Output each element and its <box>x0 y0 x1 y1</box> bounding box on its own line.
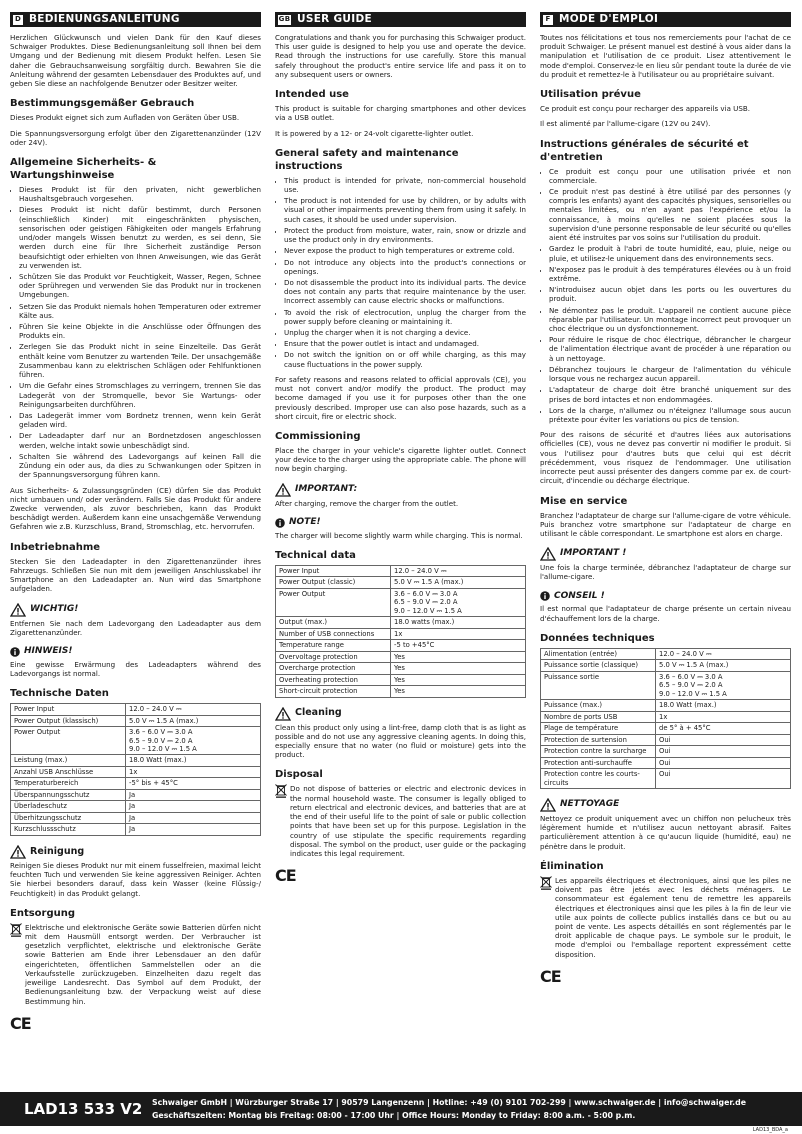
tech-value: -5° bis + 45°C <box>126 778 261 789</box>
tech-label: Puissance (max.) <box>541 700 656 711</box>
warning-icon <box>10 845 26 859</box>
safety-item: • Do not introduce any objects into the product's connections or openings. <box>284 258 526 276</box>
safety-item: • This product is intended for private, non-commercial household use. <box>284 176 526 194</box>
safety-item: • Do not disassemble the product into its individual parts. The device does not contain any parts that require maintenance by the user. Incorrect assembly can cause electric shocks or malfunctions. <box>284 278 526 306</box>
safety-item: • Schalten Sie während des Ladevorgangs auf keinen Fall die Zündung ein oder aus, da dies zu Schwankungen oder Spitzen in der Spannungsversorgung führen kann. <box>19 452 261 480</box>
intro-fr: Toutes nos félicitations et tous nos remerciements pour l'achat de ce produit Schwaiger. Le présent manuel est destiné à vous aider dans la manipulation et l'utilisation de ce produit. Lisez attentivement le mode d'emploi. Conservez-le en lieu sûr pendant toute la durée de vie du produit et remettez-le à l'utilisateur ou au propriétaire suivant. <box>540 33 791 79</box>
safety-item: • Ne démontez pas le produit. L'appareil ne contient aucune pièce réparable par l'utilisateur. Un montage incorrect peut provoquer un choc électrique ou un dysfonctionnement. <box>549 306 791 334</box>
clean-title-fr: NETTOYAGE <box>560 799 620 810</box>
column-de <box>10 12 261 1082</box>
tech-label: Protection de surtension <box>541 734 656 745</box>
safety-item: • Setzen Sie das Produkt niemals hohen Temperaturen oder extremer Kälte aus. <box>19 302 261 320</box>
tech-label: Overheating protection <box>276 674 391 685</box>
tech-row <box>276 674 526 685</box>
warning-title-gb: IMPORTANT: <box>295 483 358 494</box>
title-gb: USER GUIDE <box>297 12 372 25</box>
safety-item: • Do not switch the ignition on or off while charging, as this may cause fluctuations in the power supply. <box>284 350 526 368</box>
tech-value: Ja <box>126 812 261 823</box>
note-text-de: Eine gewisse Erwärmung des Ladeadapters während des Ladevorgangs ist normal. <box>10 659 261 678</box>
tech-row <box>11 789 261 800</box>
safety-item: • Das Ladegerät immer vom Bordnetz trennen, wenn kein Gerät geladen wird. <box>19 411 261 429</box>
tech-value: 12.0 – 24.0 V ⎓ <box>391 565 526 576</box>
clean-text-de: Reinigen Sie dieses Produkt nur mit einem fusselfreien, maximal leicht feuchten Tuch und verwenden Sie keine aggressiven Reiniger. Achten Sie hierbei besonders darauf, dass kein Wasser (keine Flüssig-/ Feuchtigkeit) in das Produkt gelangt. <box>10 860 261 898</box>
tech-row <box>11 766 261 777</box>
ce-mark-gb: CE <box>275 866 296 886</box>
safety-item: • Dieses Produkt ist für den privaten, nicht gewerblichen Haushaltsgebrauch vorgesehen. <box>19 185 261 203</box>
use-heading-gb: Intended use <box>275 89 349 101</box>
tech-label: Protection anti-surchauffe <box>541 757 656 768</box>
tech-value: 1x <box>391 628 526 639</box>
tech-row <box>541 648 791 659</box>
tech-table-fr <box>540 648 791 789</box>
safety-item: • Dieses Produkt ist nicht dafür bestimmt, durch Personen (einschließlich Kinder) mit eingeschränkten physischen, sensorischen oder geistigen Fähigkeiten oder mangels Erfahrung und/oder mangels Wissen benutzt zu werden, es sei denn, Sie werden durch eine für Ihre Sicherheit zuständige Person beaufsichtigt oder erhielten von Ihnen Anweisungen, wie das Gerät zu verwenden ist. <box>19 205 261 270</box>
tech-label: Anzahl USB Anschlüsse <box>11 766 126 777</box>
tech-label: Power Output <box>11 727 126 755</box>
tech-row <box>276 686 526 697</box>
tech-row <box>276 663 526 674</box>
use-text-1-fr: Ce produit est conçu pour recharger des appareils via USB. <box>540 104 750 114</box>
info-icon <box>10 647 20 657</box>
safety-heading-fr: Instructions générales de sécurité et d'entretien <box>540 138 749 163</box>
column-fr <box>540 12 791 1082</box>
tech-row <box>541 660 791 671</box>
document-id: LAD13_BDA_a <box>752 1127 788 1133</box>
safety-item: • Ce produit n'est pas destiné à être utilisé par des personnes (y compris les enfants) ayant des capacités physiques, sensorielles ou mentales limitées, ou n'en ayant pas l'expérience et/ou la connaissance, à moins qu'elles ne soient placées sous la supervision d'une personne responsable de leur sécurité ou qu'elles aient été instruites par vos soins sur l'utilisation du produit. <box>549 187 791 242</box>
clean-text-fr: Nettoyez ce produit uniquement avec un chiffon non pelucheux très légèrement humide et n'utilisez aucun nettoyant abrasif. Faites particulièrement attention à ce qu'aucun liquide (humidité, eau) ne pénètre dans le produit. <box>540 814 791 851</box>
banner-fr <box>540 12 791 27</box>
tech-row <box>11 755 261 766</box>
tech-row <box>276 617 526 628</box>
safety-item: • Gardez le produit à l'abri de toute humidité, eau, pluie, neige ou pluie, et utilisez-le uniquement dans des environnements secs. <box>549 244 791 262</box>
tech-label: Overcharge protection <box>276 663 391 674</box>
tech-value: 3.6 – 6.0 V ⎓ 3.0 A 6.5 – 9.0 V ⎓ 2.0 A 9.0 – 12.0 V ⎓ 1.5 A <box>391 588 526 616</box>
safety-heading-gb: General safety and maintenance instructions <box>275 147 459 172</box>
tech-value: Oui <box>656 734 791 745</box>
tech-label: Power Input <box>11 704 126 715</box>
safety-item: • L'adaptateur de charge doit être branché uniquement sur des prises de bord intactes et non endommagées. <box>549 385 791 403</box>
disposal-block-fr <box>540 876 791 959</box>
tech-row <box>276 640 526 651</box>
disposal-text-gb: Do not dispose of batteries or electric and electronic devices in the normal household waste. The consumer is legally obliged to return electrical and electronic devices, and batteries that are at the end of their useful life to the point of sale or public collection points that have been set up for this purpose. Legislation in the country of use stipulate the specific requirements regarding disposal. The symbol on the product, user guide or the packaging indicates this legal requirement. <box>290 784 526 858</box>
tech-row <box>276 651 526 662</box>
tech-table-gb <box>275 565 526 698</box>
clean-title-de: Reinigung <box>30 845 85 857</box>
tech-row <box>276 577 526 588</box>
tech-value: 18.0 Watt (max.) <box>126 755 261 766</box>
tech-value: 12.0 – 24.0 V ⎓ <box>126 704 261 715</box>
warning-icon <box>275 707 291 721</box>
use-text-2-fr: Il est alimenté par l'allume-cigare (12V ou 24V). <box>540 119 711 129</box>
tech-value: 1x <box>126 766 261 777</box>
use-text-2-gb: It is powered by a 12- or 24-volt cigarette-lighter outlet. <box>275 128 474 138</box>
note-text-gb: The charger will become slightly warm while charging. This is normal. <box>275 530 523 540</box>
warning-icon <box>275 483 291 497</box>
clean-heading-fr <box>540 798 791 812</box>
tech-value: 18.0 Watt (max.) <box>656 700 791 711</box>
tech-value: Yes <box>391 651 526 662</box>
ce-text-de: Aus Sicherheits- & Zulassungsgründen (CE) dürfen Sie das Produkt nicht umbauen und/ oder verändern. Falls Sie das Produkt für andere Zwecke verwenden, als zuvor beschrieben, kann das Produkt beschädigt werden. Außerdem kann eine unsachgemäße Verwendung Gefahren wie z.B. Kurzschluss, Brand, Stromschlag, etc. hervorrufen. <box>10 485 261 532</box>
safety-item: • Zerlegen Sie das Produkt nicht in seine Einzelteile. Das Gerät enthält keine vom Benutzer zu wartenden Teile. Der unsachgemäße Zusammenbau kann zu elektrischen Schlägen oder Fehlfunktionen führen. <box>19 342 261 379</box>
tech-label: Puissance sortie (classique) <box>541 660 656 671</box>
tech-value: Ja <box>126 789 261 800</box>
lang-badge-gb: GB <box>278 14 291 23</box>
use-text-1-de: Dieses Produkt eignet sich zum Aufladen von Geräten über USB. <box>10 113 240 123</box>
safety-item: • Lors de la charge, n'allumez ou n'éteignez l'allumage sous aucun prétexte pour éviter les variations ou pics de tension. <box>549 406 791 424</box>
note-title-gb: NOTE! <box>289 516 321 527</box>
tech-value: de 5° à + 45°C <box>656 723 791 734</box>
tech-label: Plage de température <box>541 723 656 734</box>
note-text-fr: Il est normal que l'adaptateur de charge présente un certain niveau d'échauffement lors de la charge. <box>540 604 791 623</box>
disposal-block-gb <box>275 784 526 858</box>
warning-text-gb: After charging, remove the charger from the outlet. <box>275 498 459 508</box>
tech-value: Oui <box>656 746 791 757</box>
tech-heading-gb: Technical data <box>275 549 356 561</box>
note-heading-de <box>10 646 261 658</box>
disposal-heading-de: Entsorgung <box>10 907 76 919</box>
ce-mark-fr: CE <box>540 966 561 986</box>
tech-row <box>11 778 261 789</box>
warning-icon <box>540 547 556 561</box>
warning-title-de: WICHTIG! <box>30 603 79 614</box>
commission-heading-de: Inbetriebnahme <box>10 541 101 553</box>
safety-item: • N'exposez pas le produit à des températures élevées ou à un froid extrême. <box>549 265 791 283</box>
clean-heading-gb <box>275 707 526 721</box>
safety-item: • N'introduisez aucun objet dans les ports ou les ouvertures du produit. <box>549 285 791 303</box>
tech-label: Leistung (max.) <box>11 755 126 766</box>
tech-row <box>11 801 261 812</box>
note-title-de: HINWEIS! <box>24 645 73 656</box>
disposal-block-de <box>10 923 261 1006</box>
commission-text-fr: Branchez l'adaptateur de charge sur l'allume-cigare de votre véhicule. Puis branchez votre smartphone sur l'adaptateur de charge en utilisant le câble correspondant. Le smartphone est alors en charge. <box>540 510 791 538</box>
footer-hours-line: Geschäftszeiten: Montag bis Freitag: 08:00 - 17:00 Uhr | Office Hours: Monday to Friday: 8:00 a.m. - 5:00 p.m. <box>152 1111 636 1120</box>
banner-de <box>10 12 261 27</box>
tech-label: Alimentation (entrée) <box>541 648 656 659</box>
tech-value: 1x <box>656 711 791 722</box>
safety-item: • Débranchez toujours le chargeur de l'alimentation du véhicule lorsque vous ne rechargez aucun appareil. <box>549 365 791 383</box>
safety-item: • Führen Sie keine Objekte in die Anschlüsse oder Öffnungen des Produkts ein. <box>19 322 261 340</box>
commission-text-gb: Place the charger in your vehicle's cigarette lighter outlet. Connect your device to the charger using the appropriate cable. The phone will now begin charging. <box>275 446 526 474</box>
warning-heading-fr <box>540 547 791 561</box>
warning-title-fr: IMPORTANT ! <box>560 548 627 559</box>
tech-row <box>541 671 791 699</box>
banner-gb <box>275 12 526 27</box>
footer-bar <box>0 1092 802 1126</box>
tech-label: Power Output <box>276 588 391 616</box>
tech-row <box>11 727 261 755</box>
lang-badge-de: D <box>14 14 22 23</box>
tech-label: Kurzschlussschutz <box>11 824 126 835</box>
crossed-bin-icon <box>275 784 287 798</box>
tech-label: Protection contre les courts-circuits <box>541 769 656 789</box>
note-heading-fr <box>540 591 791 603</box>
safety-item: • Ensure that the power outlet is intact and undamaged. <box>284 339 526 348</box>
tech-row <box>11 715 261 726</box>
clean-text-gb: Clean this product only using a lint-free, damp cloth that is as light as possible and do not use any aggressive cleaning agents. In doing this, especially ensure that no water (no fluid or moisture) gets into the product. <box>275 722 526 760</box>
title-fr: MODE D'EMPLOI <box>559 12 659 25</box>
column-gb <box>275 12 526 1082</box>
safety-item: • Unplug the charger when it is not charging a device. <box>284 328 526 337</box>
safety-item: • To avoid the risk of electrocution, unplug the charger from the power supply before cleaning or maintaining it. <box>284 308 526 326</box>
tech-value: 18.0 watts (max.) <box>391 617 526 628</box>
tech-row <box>276 588 526 616</box>
tech-value: 3.6 – 6.0 V ⎓ 3.0 A 6.5 – 9.0 V ⎓ 2.0 A 9.0 – 12.0 V ⎓ 1.5 A <box>126 727 261 755</box>
disposal-heading-fr: Élimination <box>540 860 604 872</box>
tech-value: 3.6 – 6.0 V ⎓ 3.0 A 6.5 – 9.0 V ⎓ 2.0 A 9.0 – 12.0 V ⎓ 1.5 A <box>656 671 791 699</box>
disposal-text-de: Elektrische und elektronische Geräte sowie Batterien dürfen nicht mit dem Hausmüll entsorgt werden. Der Verbraucher ist gesetzlich verpflichtet, elektrische und elektronische Geräte sowie Batterien am Ende ihrer Lebensdauer an den dafür eingerichteten, öffentlichen Sammelstellen oder an die Verkaufsstelle zurückzugeben. Einzelheiten dazu regelt das jeweilige Landesrecht. Das Symbol auf dem Produkt, der Bedienungsanleitung bzw. der Verpackung weist auf diese Bestimmung hin. <box>25 922 261 1006</box>
ce-mark-de: CE <box>10 1013 31 1033</box>
use-heading-de: Bestimmungsgemäßer Gebrauch <box>10 98 195 110</box>
tech-value: Ja <box>126 824 261 835</box>
warning-text-de: Entfernen Sie nach dem Ladevorgang den Ladeadapter aus dem Zigarettenanzünder. <box>10 618 261 637</box>
commission-text-de: Stecken Sie den Ladeadapter in den Zigarettenanzünder ihres Fahrzeugs. Schließen Sie nun mit dem jeweiligen Anschlusskabel ihr Smartphone an den Ladeadapter an. Nun wird das Smartphone aufgeladen. <box>10 556 261 594</box>
tech-value: 12.0 – 24.0 V ⎓ <box>656 648 791 659</box>
warning-heading-gb <box>275 483 526 497</box>
tech-row <box>541 769 791 789</box>
use-heading-fr: Utilisation prévue <box>540 89 641 101</box>
tech-label: Überhitzungsschutz <box>11 812 126 823</box>
tech-label: Power Output (klassisch) <box>11 715 126 726</box>
safety-item: • Never expose the product to high temperatures or extreme cold. <box>284 246 526 255</box>
safety-list-gb <box>275 176 526 369</box>
tech-label: Power Input <box>276 565 391 576</box>
use-text-2-de: Die Spannungsversorgung erfolgt über den Zigarettenanzünder (12V oder 24V). <box>10 128 261 147</box>
tech-row <box>11 812 261 823</box>
ce-text-gb: For safety reasons and reasons related to official approvals (CE), you must not convert and/or modify the product. The product may become damaged if you use it for purposes other than the one previously described. Improper use can also pose hazards, such as a short circuit, fire or electric shock. <box>275 374 526 421</box>
tech-row <box>541 711 791 722</box>
clean-heading-de <box>10 845 261 859</box>
safety-item: • Protect the product from moisture, water, rain, snow or drizzle and use the product only in dry environments. <box>284 226 526 244</box>
tech-heading-de: Technische Daten <box>10 688 109 700</box>
tech-value: Yes <box>391 686 526 697</box>
safety-item: • Pour réduire le risque de choc électrique, débrancher le chargeur de l'alimentation électrique avant de procéder à une réparation ou à un nettoyage. <box>549 335 791 363</box>
tech-value: Oui <box>656 757 791 768</box>
safety-list-de <box>10 185 261 480</box>
warning-heading-de <box>10 603 261 617</box>
tech-label: Power Output (classic) <box>276 577 391 588</box>
note-heading-gb <box>275 517 526 529</box>
tech-label: Protection contre la surcharge <box>541 746 656 757</box>
tech-row <box>11 704 261 715</box>
note-title-fr: CONSEIL ! <box>554 590 605 601</box>
tech-value: Ja <box>126 801 261 812</box>
tech-label: Überladeschutz <box>11 801 126 812</box>
tech-value: -5 to +45°C <box>391 640 526 651</box>
footer-contact <box>152 1096 746 1123</box>
manual-page <box>10 12 792 1082</box>
safety-item: • Schützen Sie das Produkt vor Feuchtigkeit, Wasser, Regen, Schnee oder Sprühregen und verwenden Sie das Produkt nur in trockenen Umgebungen. <box>19 272 261 300</box>
disposal-heading-gb: Disposal <box>275 769 323 781</box>
intro-de: Herzlichen Glückwunsch und vielen Dank für den Kauf dieses Schwaiger Produktes. Diese Bedienungsanleitung soll Ihnen bei dem Umgang und der Bedienung mit diesem Produkt helfen. Lesen Sie daher die Gebrauchsanweisung sorgfältig durch. Bewahren Sie die Anleitung während der gesamten Lebensdauer des Produktes auf, und geben Sie diese an nachfolgende Benutzer oder Besitzer weiter. <box>10 33 261 89</box>
tech-label: Number of USB connections <box>276 628 391 639</box>
tech-label: Short-circuit protection <box>276 686 391 697</box>
tech-row <box>276 565 526 576</box>
tech-row <box>541 746 791 757</box>
commission-heading-gb: Commissioning <box>275 431 361 442</box>
tech-row <box>541 734 791 745</box>
tech-row <box>541 700 791 711</box>
tech-row <box>541 757 791 768</box>
tech-label: Temperature range <box>276 640 391 651</box>
title-de: BEDIENUNGSANLEITUNG <box>29 12 180 25</box>
tech-value: 5.0 V ⎓ 1.5 A (max.) <box>656 660 791 671</box>
disposal-text-fr: Les appareils électriques et électroniques, ainsi que les piles ne doivent pas être jetés avec les déchets ménagers. Le consommateur est également tenu de remettre les appareils électriques et électroniques ainsi que les piles à la fin de leur vie utile aux points de collecte publics installés dans ce but ou au point de vente. Les aspects détaillés en sont réglementés par le droit applicable de chaque pays. Le symbole sur le produit, le mode d'emploi ou l'emballage reportent expressément cette disposition. <box>555 875 791 959</box>
safety-heading-de: Allgemeine Sicherheits- & Wartungshinweise <box>10 156 157 181</box>
tech-value: Yes <box>391 663 526 674</box>
tech-row <box>276 628 526 639</box>
tech-label: Output (max.) <box>276 617 391 628</box>
tech-heading-fr: Données techniques <box>540 632 655 644</box>
safety-item: • Um die Gefahr eines Stromschlages zu verringern, trennen Sie das Ladegerät von der Stromquelle, bevor Sie Wartungs- oder Reinigungsarbeiten durchführen. <box>19 381 261 409</box>
info-icon <box>275 518 285 528</box>
footer-address-line: Schwaiger GmbH | Würzburger Straße 17 | 90579 Langenzenn | Hotline: +49 (0) 9101 702-299 | www.schwaiger.de | info@schwaiger.de <box>152 1097 746 1107</box>
tech-label: Puissance sortie <box>541 671 656 699</box>
warning-icon <box>10 603 26 617</box>
model-number: LAD13 533 V2 <box>24 1100 143 1118</box>
ce-text-fr: Pour des raisons de sécurité et d'autres liées aux autorisations officielles (CE), vous ne devez pas convertir ni modifier le produit. Si vous l'utilisez pour d'autres buts que celui qui est décrit précédemment, vous risquez de l'endommager. Une utilisation incorrecte peut aussi présenter des dangers comme par ex. de court-circuit, d'incendie ou décharge électrique. <box>540 430 791 486</box>
tech-row <box>11 824 261 835</box>
safety-item: • The product is not intended for use by children, or by adults with visual or other impairments preventing them from using it safely. In such cases, it should be used under supervision. <box>284 196 526 224</box>
tech-label: Überspannungsschutz <box>11 789 126 800</box>
tech-label: Overvoltage protection <box>276 651 391 662</box>
crossed-bin-icon <box>10 923 22 937</box>
warning-icon <box>540 798 556 812</box>
info-icon <box>540 591 550 601</box>
clean-title-gb: Cleaning <box>295 707 342 719</box>
commission-heading-fr: Mise en service <box>540 495 628 507</box>
tech-row <box>541 723 791 734</box>
tech-value: Yes <box>391 674 526 685</box>
tech-value: 5.0 V ⎓ 1.5 A (max.) <box>126 715 261 726</box>
lang-badge-fr: F <box>543 15 553 25</box>
tech-label: Temperaturbereich <box>11 778 126 789</box>
safety-item: • Ce produit est conçu pour une utilisation privée et non commerciale. <box>549 167 791 185</box>
warning-text-fr: Une fois la charge terminée, débranchez l'adaptateur de charge sur l'allume-cigare. <box>540 563 791 582</box>
safety-list-fr <box>540 167 791 425</box>
use-text-1-gb: This product is suitable for charging smartphones and other devices via a USB outlet. <box>275 104 526 123</box>
tech-value: 5.0 V ⎓ 1.5 A (max.) <box>391 577 526 588</box>
intro-gb: Congratulations and thank you for purchasing this Schwaiger product. This user guide is designed to help you use and operate the device. Read through the instructions for use carefully. Store this manual safely throughout the product's entire service life and pass it on to any subsequent users or owners. <box>275 33 526 79</box>
tech-label: Nombre de ports USB <box>541 711 656 722</box>
tech-value: Oui <box>656 769 791 789</box>
crossed-bin-icon <box>540 876 552 890</box>
safety-item: • Der Ladeadapter darf nur an Bordnetzdosen angeschlossen werden, welche intakt sowie unbeschädigt sind. <box>19 431 261 449</box>
tech-table-de <box>10 703 261 836</box>
